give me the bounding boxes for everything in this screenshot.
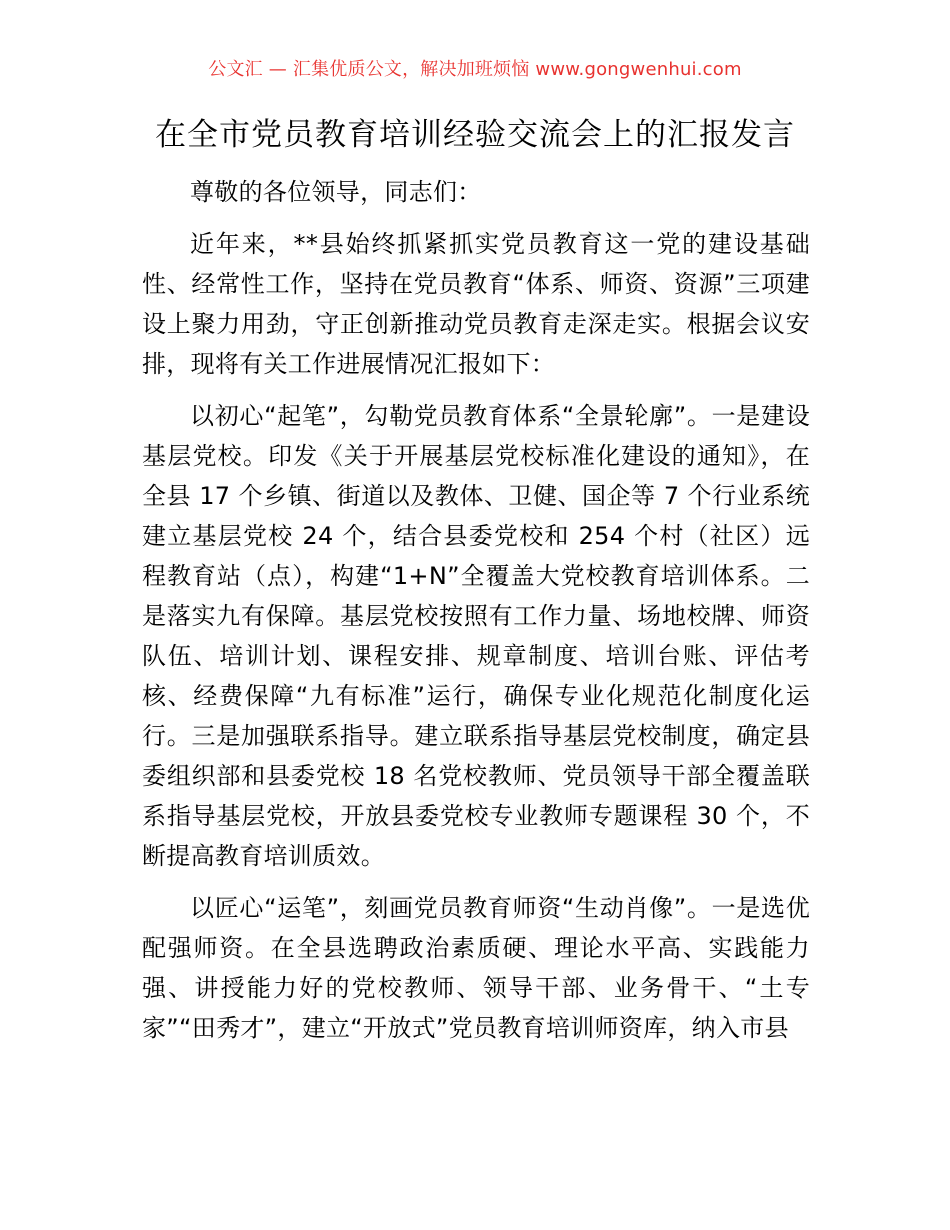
paragraph: 以匠心“运笔”，刻画党员教育师资“生动肖像”。一是选优配强师资。在全县选聘政治素质硬、理论水平高、实践能力强、讲授能力好的党校教师、领导干部、业务骨干、“土专家”“田秀才”，建立“开放式”党员教育培训师资库，纳入市县 xyxy=(142,894,810,1042)
paragraph: 近年来，**县始终抓紧抓实党员教育这一党的建设基础性、经常性工作，坚持在党员教育“体系、师资、资源”三项建设上聚力用劲，守正创新推动党员教育走深走实。根据会议安排，现将有关工作进展情况汇报如下： xyxy=(142,230,810,378)
page-title: 在全市党员教育培训经验交流会上的汇报发言 xyxy=(155,117,795,153)
header-banner[interactable]: 公文汇 — 汇集优质公文，解决加班烦恼 www.gongwenhui.com xyxy=(208,59,742,80)
document-body xyxy=(142,172,810,1060)
salutation: 尊敬的各位领导，同志们： xyxy=(190,178,482,206)
paragraph: 以初心“起笔”，勾勒党员教育体系“全景轮廓”。一是建设基层党校。印发《关于开展基层党校标准化建设的通知》，在全县 17 个乡镇、街道以及教体、卫健、国企等 7 个行业系统建立基层党校 24 个，结合县委党校和 254 个村（社区）远程教育站（点），构建“1+N”全覆盖大党校教育培训体系。二是落实九有保障。基层党校按照有工作力量、场地校牌、师资队伍、培训计划、课程安排、规章制度、培训台账、评估考核、经费保障“九有标准”运行，确保专业化规范化制度化运行。三是加强联系指导。建立联系指导基层党校制度，确定县委组织部和县委党校 18 名党校教师、党员领导干部全覆盖联系指导基层党校，开放县委党校专业教师专题课程 30 个，不断提高教育培训质效。 xyxy=(142,402,810,870)
